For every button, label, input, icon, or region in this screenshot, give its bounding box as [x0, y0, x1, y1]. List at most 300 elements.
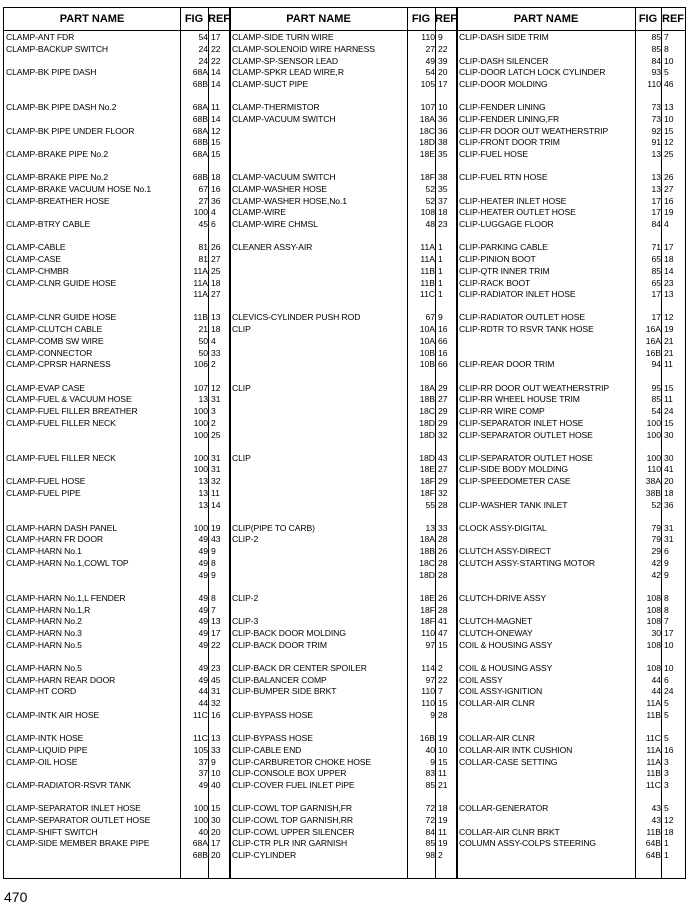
ref-number: 28: [438, 557, 448, 568]
ref-number: 2: [438, 662, 443, 673]
part-name: COIL & HOUSING ASSY: [459, 639, 553, 650]
part-name: CLAMP-HARN No.2: [6, 616, 82, 627]
fig-number: 85: [425, 838, 435, 849]
table-row: [230, 114, 457, 126]
table-row: [457, 815, 685, 827]
ref-number: 10: [664, 639, 674, 650]
ref-number: 11: [211, 102, 220, 113]
fig-number: 38B: [645, 487, 661, 498]
ref-number: 3: [211, 406, 216, 416]
table-row: [457, 768, 685, 780]
fig-number: 13: [198, 487, 208, 498]
table-row: [230, 406, 457, 418]
part-name: CLEANER ASSY-AIR: [232, 242, 313, 253]
fig-number: 108: [646, 592, 661, 603]
fig-number: 49: [198, 674, 208, 685]
fig-number: 110: [421, 686, 435, 697]
table-row: [457, 534, 685, 546]
fig-number: 24: [198, 43, 208, 54]
part-name: CLAMP-SIDE MEMBER BRAKE PIPE: [6, 838, 150, 849]
table-row: [4, 289, 230, 301]
part-name: CLAMP-LIQUID PIPE: [6, 744, 88, 755]
table-row: [457, 616, 685, 628]
fig-number: 68A: [192, 102, 208, 113]
table-row: [230, 500, 457, 512]
fig-number: 11C: [192, 733, 208, 743]
table-row: [4, 488, 230, 500]
fig-number: 13: [198, 476, 208, 487]
part-name: CLIP-BACK DOOR TRIM: [232, 639, 327, 650]
part-name: CLAMP-CABLE: [6, 242, 66, 253]
ref-number: 20: [211, 850, 221, 861]
table-row: [230, 686, 457, 698]
part-name: CLAMP-VACUUM SWITCH: [232, 172, 336, 183]
table-row: [457, 464, 685, 476]
table-row: [230, 242, 457, 254]
table-row: [230, 476, 457, 488]
fig-number: 106: [193, 359, 208, 370]
ref-number: 28: [438, 499, 448, 510]
table-row: [4, 546, 230, 558]
header-fig: FIG: [180, 8, 208, 31]
ref-number: 28: [438, 534, 448, 545]
part-name: CLAMP-INTK AIR HOSE: [6, 709, 100, 720]
table-row: [4, 570, 230, 582]
ref-number: 4: [664, 219, 669, 230]
table-row: [230, 149, 457, 161]
part-name: CLIP-CTR PLR INR GARNISH: [232, 838, 348, 849]
fig-number: 100: [193, 417, 208, 428]
part-name: CLIP-SEPARATOR INLET HOSE: [459, 417, 584, 428]
fig-number: 49: [198, 604, 208, 615]
fig-number: 100: [193, 406, 208, 416]
fig-number: 29: [651, 546, 661, 557]
header-part-name: PART NAME: [230, 8, 407, 31]
part-name: CLIP: [232, 452, 251, 463]
table-row: [4, 196, 230, 208]
ref-number: 5: [664, 709, 669, 720]
part-name: CLAMP-CPRSR HARNESS: [6, 359, 111, 370]
fig-number: 49: [198, 616, 208, 627]
part-name: CLIP-DOOR LATCH LOCK CYLINDER: [459, 67, 606, 78]
ref-number: 7: [211, 604, 216, 615]
part-name: CLUTCH-ONEWAY: [459, 628, 533, 639]
part-name: CLAMP-BK PIPE UNDER FLOOR: [6, 125, 135, 136]
fig-number: 110: [647, 464, 661, 475]
header-fig: FIG: [635, 8, 661, 31]
table-row: [4, 593, 230, 605]
fig-number: 49: [198, 628, 208, 639]
ref-number: 1: [438, 277, 443, 288]
part-name: CLAMP-WASHER HOSE: [232, 183, 327, 194]
fig-number: 18E: [419, 149, 435, 160]
fig-number: 18F: [420, 476, 435, 487]
ref-number: 12: [664, 814, 674, 825]
fig-number: 114: [421, 662, 435, 673]
ref-number: 6: [211, 219, 216, 230]
table-row: [4, 359, 230, 371]
header-ref: REF: [435, 8, 457, 31]
part-name: CLAMP-HARN No.3: [6, 628, 82, 639]
fig-number: 40: [198, 826, 208, 837]
table-row: [230, 67, 457, 79]
ref-number: 13: [664, 102, 674, 113]
ref-number: 40: [211, 780, 221, 790]
fig-number: 94: [651, 359, 661, 370]
ref-number: 5: [664, 67, 669, 78]
ref-number: 19: [438, 733, 448, 743]
ref-number: 28: [438, 709, 448, 720]
ref-number: 30: [211, 814, 221, 825]
table-row: [4, 430, 230, 442]
fig-number: 84: [651, 55, 661, 66]
fig-number: 11B: [193, 312, 208, 323]
fig-number: 68B: [192, 113, 208, 124]
fig-number: 37: [198, 768, 208, 779]
table-row: [457, 383, 685, 395]
ref-number: 9: [211, 756, 216, 767]
table-row: [4, 336, 230, 348]
ref-number: 19: [438, 838, 448, 849]
part-name: CLAMP-BK PIPE DASH No.2: [6, 102, 117, 113]
table-row: [457, 172, 685, 184]
table-row: [457, 803, 685, 815]
fig-number: 91: [651, 137, 661, 148]
part-name: CLAMP-COMB SW WIRE: [6, 335, 104, 346]
table-row: [4, 453, 230, 465]
ref-number: 1: [438, 242, 443, 253]
ref-number: 15: [438, 698, 448, 709]
part-name: CLAMP-SHIFT SWITCH: [6, 826, 98, 837]
ref-number: 10: [664, 662, 674, 673]
table-row: [4, 207, 230, 219]
table-row: [4, 242, 230, 254]
table-row: [4, 815, 230, 827]
part-name: CLIP-COWL UPPER SILENCER: [232, 826, 355, 837]
part-name: CLIP-PARKING CABLE: [459, 242, 548, 253]
fig-number: 10A: [419, 324, 435, 335]
ref-number: 14: [211, 79, 221, 89]
fig-number: 110: [647, 79, 661, 89]
ref-number: 13: [664, 289, 674, 300]
part-name: CLAMP-WASHER HOSE,No.1: [232, 195, 347, 206]
fig-number: 18B: [419, 546, 435, 557]
part-name: CLUTCH-DRIVE ASSY: [459, 592, 547, 603]
ref-number: 30: [664, 452, 674, 463]
table-row: [4, 137, 230, 149]
ref-number: 10: [211, 768, 221, 779]
ref-number: 33: [438, 522, 448, 533]
table-row: [457, 570, 685, 582]
table-row: [457, 453, 685, 465]
part-name: CLIP-SIDE BODY MOLDING: [459, 464, 568, 475]
table-row: [457, 698, 685, 710]
ref-number: 13: [211, 616, 221, 627]
ref-number: 16: [664, 195, 674, 206]
ref-number: 12: [211, 382, 221, 393]
fig-number: 110: [421, 628, 435, 639]
part-name: CLAMP-BACKUP SWITCH: [6, 43, 109, 54]
fig-number: 85: [651, 394, 661, 405]
part-name: CLAMP-FUEL FILLER NECK: [6, 417, 116, 428]
fig-number: 65: [651, 277, 661, 288]
table-row: [457, 149, 685, 161]
ref-number: 5: [664, 803, 669, 814]
part-name: CLIP(PIPE TO CARB): [232, 522, 315, 533]
fig-number: 105: [420, 79, 435, 89]
part-name: CLAMP-SPKR LEAD WIRE,R: [232, 67, 344, 78]
part-name: CLIP-CABLE END: [232, 744, 302, 755]
ref-number: 22: [211, 43, 221, 54]
fig-number: 18C: [419, 406, 435, 416]
part-name: CLIP-COWL TOP GARNISH,RR: [232, 814, 353, 825]
part-name: COLLAR-AIR CLNR BRKT: [459, 826, 560, 837]
part-name: CLIP-2: [232, 534, 259, 545]
part-name: CLAMP-BK PIPE DASH: [6, 67, 97, 78]
table-row: [457, 126, 685, 138]
fig-number: 11A: [646, 698, 661, 709]
fig-number: 100: [193, 522, 208, 533]
table-row: [4, 324, 230, 336]
part-name: CLAMP-HARN DASH PANEL: [6, 522, 117, 533]
fig-number: 18F: [420, 604, 435, 615]
fig-number: 71: [651, 242, 661, 253]
ref-number: 27: [438, 394, 448, 405]
table-row: [230, 254, 457, 266]
ref-number: 30: [664, 429, 674, 440]
part-name: CLAMP-HT CORD: [6, 686, 77, 697]
part-name: CLAMP-OIL HOSE: [6, 756, 78, 767]
table-row: [230, 710, 457, 722]
ref-number: 14: [664, 265, 674, 276]
fig-number: 84: [425, 826, 435, 837]
ref-number: 8: [211, 592, 216, 603]
part-name: CLIP-3: [232, 616, 259, 627]
ref-number: 2: [211, 359, 216, 370]
part-name: COIL ASSY: [459, 674, 503, 685]
table-row: [4, 476, 230, 488]
fig-number: 16A: [645, 324, 661, 335]
ref-number: 10: [438, 744, 448, 755]
fig-number: 11A: [193, 277, 208, 288]
fig-number: 54: [651, 406, 661, 416]
fig-number: 65: [651, 254, 661, 265]
ref-number: 31: [664, 522, 674, 533]
table-row: [4, 464, 230, 476]
table-row: [457, 593, 685, 605]
part-name: COLLAR-AIR INTK CUSHION: [459, 744, 573, 755]
ref-number: 27: [664, 183, 674, 194]
ref-number: 13: [211, 733, 221, 743]
table-row: [230, 757, 457, 769]
table-row: [457, 348, 685, 360]
part-name: CLAMP-THERMISTOR: [232, 102, 320, 113]
fig-number: 24: [198, 55, 208, 66]
ref-number: 9: [438, 312, 443, 323]
table-row: [4, 172, 230, 184]
ref-number: 37: [438, 195, 448, 206]
fig-number: 85: [651, 32, 661, 42]
fig-number: 108: [646, 604, 661, 615]
table-row: [4, 114, 230, 126]
part-name: CLAMP-FUEL FILLER BREATHER: [6, 406, 138, 416]
fig-number: 100: [193, 207, 208, 218]
fig-number: 44: [651, 674, 661, 685]
table-row: [230, 838, 457, 850]
ref-number: 19: [211, 522, 221, 533]
part-name: CLAMP-HARN No.1,R: [6, 604, 91, 615]
fig-number: 18D: [419, 417, 435, 428]
part-name: CLIP-RADIATOR INLET HOSE: [459, 289, 576, 300]
fig-number: 100: [193, 452, 208, 463]
part-name: CLIP-FUEL RTN HOSE: [459, 172, 548, 183]
part-name: CLAMP-INTK HOSE: [6, 733, 84, 743]
table-row: [457, 56, 685, 68]
table-row: [4, 67, 230, 79]
fig-number: 49: [198, 546, 208, 557]
ref-number: 13: [211, 312, 221, 323]
table-row: [457, 628, 685, 640]
part-name: CLIP-RR WHEEL HOUSE TRIM: [459, 394, 580, 405]
part-name: CLIP-PINION BOOT: [459, 254, 536, 265]
ref-number: 20: [211, 826, 221, 837]
ref-number: 46: [664, 79, 674, 89]
fig-number: 44: [198, 686, 208, 697]
ref-number: 14: [211, 67, 221, 78]
table-row: [457, 546, 685, 558]
table-row: [4, 278, 230, 290]
ref-number: 18: [438, 803, 448, 814]
table-row: [230, 266, 457, 278]
table-row: [457, 406, 685, 418]
table-row: [230, 815, 457, 827]
fig-number: 18F: [420, 172, 435, 183]
table-row: [4, 500, 230, 512]
table-row: [4, 616, 230, 628]
ref-number: 28: [438, 604, 448, 615]
part-name: CLAMP-BRAKE PIPE No.2: [6, 149, 109, 160]
ref-number: 7: [664, 32, 669, 42]
fig-number: 49: [198, 662, 208, 673]
ref-number: 32: [211, 698, 221, 709]
fig-number: 73: [651, 113, 661, 124]
fig-number: 11B: [420, 277, 435, 288]
fig-number: 38A: [645, 476, 661, 487]
header-fig: FIG: [407, 8, 435, 31]
fig-number: 17: [651, 289, 661, 300]
ref-number: 38: [438, 137, 448, 148]
ref-number: 32: [211, 476, 221, 487]
table-row: [230, 640, 457, 652]
ref-number: 23: [211, 662, 221, 673]
fig-number: 11A: [420, 254, 435, 265]
ref-number: 8: [211, 557, 216, 568]
part-name: CLAMP-VACUUM SWITCH: [232, 113, 336, 124]
ref-number: 15: [211, 137, 221, 148]
fig-number: 64B: [645, 838, 661, 849]
fig-number: 52: [425, 195, 435, 206]
part-name: CLIP-HEATER OUTLET HOSE: [459, 207, 576, 218]
ref-number: 33: [211, 744, 221, 755]
ref-number: 12: [211, 125, 221, 136]
table-row: [4, 44, 230, 56]
fig-number: 18E: [419, 464, 435, 475]
ref-number: 9: [664, 569, 669, 580]
table-row: [230, 102, 457, 114]
ref-number: 12: [664, 312, 674, 323]
part-name: COLLAR-AIR CLNR: [459, 733, 535, 743]
ref-number: 8: [664, 43, 669, 54]
ref-number: 21: [664, 335, 674, 346]
table-row: [457, 324, 685, 336]
ref-number: 9: [211, 546, 216, 557]
part-name: CLAMP-HARN No.1: [6, 546, 82, 557]
ref-number: 23: [438, 219, 448, 230]
part-name: CLIP-RACK BOOT: [459, 277, 531, 288]
fig-number: 97: [425, 674, 435, 685]
part-name: COIL & HOUSING ASSY: [459, 662, 553, 673]
ref-number: 31: [211, 464, 221, 475]
part-name: CLIP-BUMPER SIDE BRKT: [232, 686, 337, 697]
ref-number: 17: [664, 628, 674, 639]
part-name: CLIP-COWL TOP GARNISH,FR: [232, 803, 353, 814]
fig-number: 49: [198, 639, 208, 650]
ref-number: 21: [438, 780, 448, 790]
part-name: CLIP-BYPASS HOSE: [232, 733, 313, 743]
part-name: CLAMP-WIRE CHMSL: [232, 219, 318, 230]
fig-number: 42: [651, 569, 661, 580]
ref-number: 8: [664, 604, 669, 615]
part-name: CLIP-FUEL HOSE: [459, 149, 528, 160]
ref-number: 15: [211, 803, 221, 814]
fig-number: 49: [198, 780, 208, 790]
header-part-name: PART NAME: [457, 8, 635, 31]
ref-number: 5: [664, 733, 669, 743]
part-name: COLLAR-AIR CLNR: [459, 698, 535, 709]
ref-number: 29: [438, 417, 448, 428]
part-name: CLAMP-BTRY CABLE: [6, 219, 91, 230]
fig-number: 11A: [193, 289, 208, 300]
fig-number: 17: [651, 312, 661, 323]
ref-number: 2: [211, 417, 216, 428]
part-name: COLLAR-GENERATOR: [459, 803, 549, 814]
ref-number: 25: [664, 149, 674, 160]
fig-number: 30: [651, 628, 661, 639]
table-row: [230, 289, 457, 301]
fig-number: 108: [646, 639, 661, 650]
fig-number: 13: [651, 149, 661, 160]
ref-number: 7: [664, 616, 669, 627]
ref-number: 15: [211, 149, 221, 160]
part-name: CLAMP-FUEL FILLER NECK: [6, 452, 116, 463]
table-row: [4, 394, 230, 406]
ref-number: 17: [438, 79, 448, 89]
part-name: CLIP: [232, 324, 251, 335]
table-row: [457, 476, 685, 488]
fig-number: 18A: [419, 113, 435, 124]
table-row: [4, 663, 230, 675]
fig-number: 11A: [646, 756, 661, 767]
ref-number: 36: [438, 113, 448, 124]
part-name: CLAMP-HARN FR DOOR: [6, 534, 104, 545]
ref-number: 17: [211, 32, 221, 42]
part-name: CLAMP-SUCT PIPE: [232, 79, 309, 89]
table-row: [4, 850, 230, 862]
part-name: CLIP-RR DOOR OUT WEATHERSTRIP: [459, 382, 610, 393]
part-name: CLIP-RDTR TO RSVR TANK HOSE: [459, 324, 594, 335]
table-row: [457, 336, 685, 348]
table-row: [230, 768, 457, 780]
